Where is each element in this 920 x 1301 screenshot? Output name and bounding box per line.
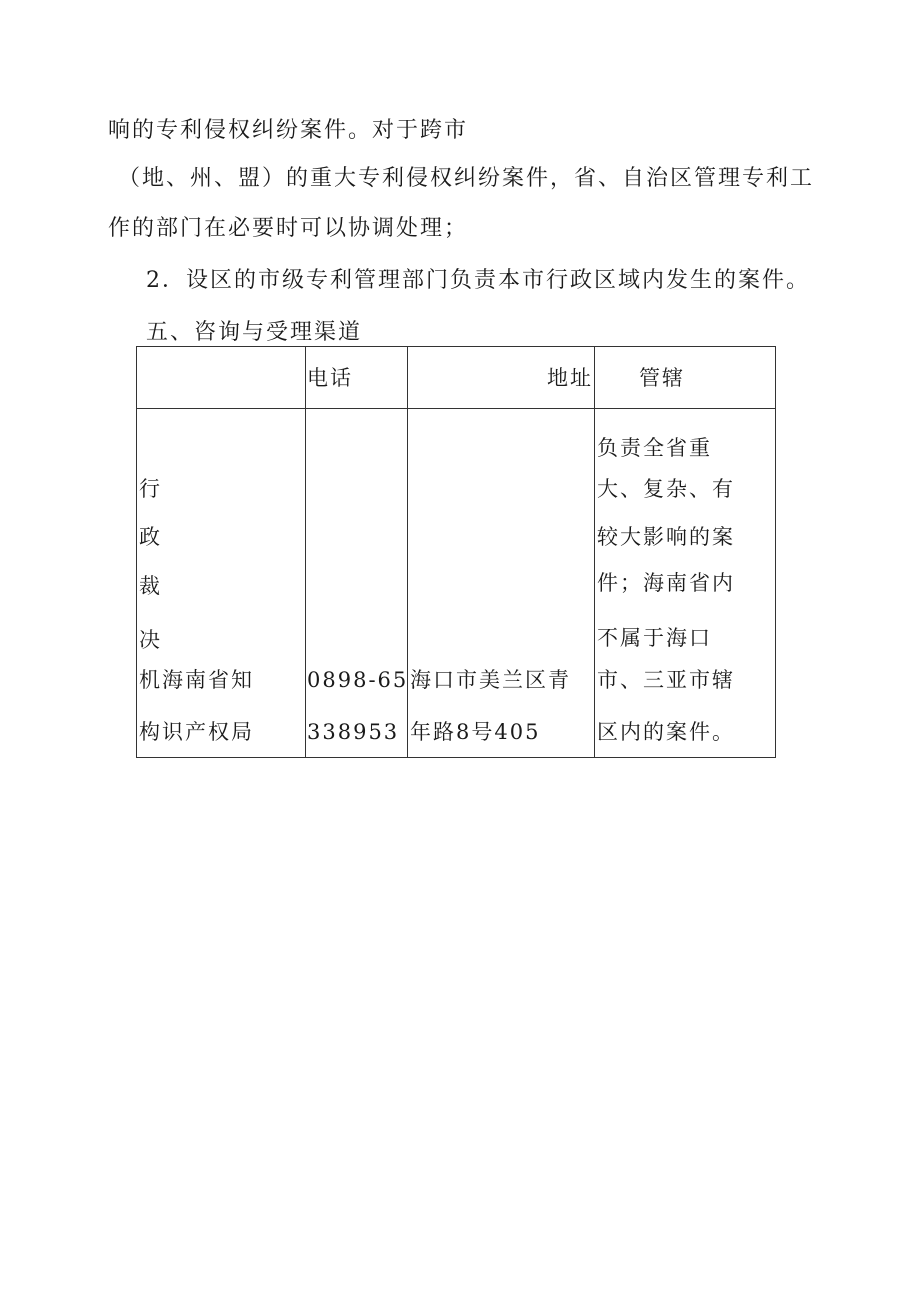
name-line: 构识产权局 bbox=[139, 720, 254, 744]
phone-line: 0898-65 bbox=[307, 668, 409, 692]
header-phone: 电话 bbox=[307, 366, 353, 390]
header-address: 地址 bbox=[547, 366, 593, 390]
jurisdiction-line: 区内的案件。 bbox=[597, 720, 735, 744]
jurisdiction-line: 大、复杂、有 bbox=[597, 477, 735, 501]
address-line: 年路8号405 bbox=[410, 720, 541, 744]
name-line: 裁 bbox=[139, 574, 162, 598]
address-line: 海口市美兰区青 bbox=[410, 668, 571, 692]
jurisdiction-line: 不属于海口 bbox=[597, 626, 712, 650]
phone-line: 338953 bbox=[307, 720, 400, 744]
name-line: 机海南省知 bbox=[139, 668, 254, 692]
paragraph-line-3: 作的部门在必要时可以协调处理； bbox=[108, 216, 469, 241]
paragraph-line-2: （地、州、盟）的重大专利侵权纠纷案件，省、自治区管理专利工 bbox=[118, 166, 815, 191]
table-divider bbox=[137, 408, 775, 409]
jurisdiction-line: 较大影响的案 bbox=[597, 525, 735, 549]
jurisdiction-line: 件；海南省内 bbox=[597, 571, 735, 595]
jurisdiction-line: 市、三亚市辖 bbox=[597, 668, 735, 692]
header-jurisdiction: 管辖 bbox=[639, 366, 685, 390]
paragraph-line-1: 响的专利侵权纠纷案件。对于跨市 bbox=[108, 118, 469, 143]
paragraph-item-2: 2．设区的市级专利管理部门负责本市行政区域内发生的案件。 bbox=[146, 268, 810, 293]
contact-table bbox=[136, 346, 776, 758]
section-title: 五、咨询与受理渠道 bbox=[146, 320, 363, 345]
jurisdiction-line: 负责全省重 bbox=[597, 436, 712, 460]
name-line: 决 bbox=[139, 628, 162, 652]
name-line: 政 bbox=[139, 525, 162, 549]
name-line: 行 bbox=[139, 477, 162, 501]
